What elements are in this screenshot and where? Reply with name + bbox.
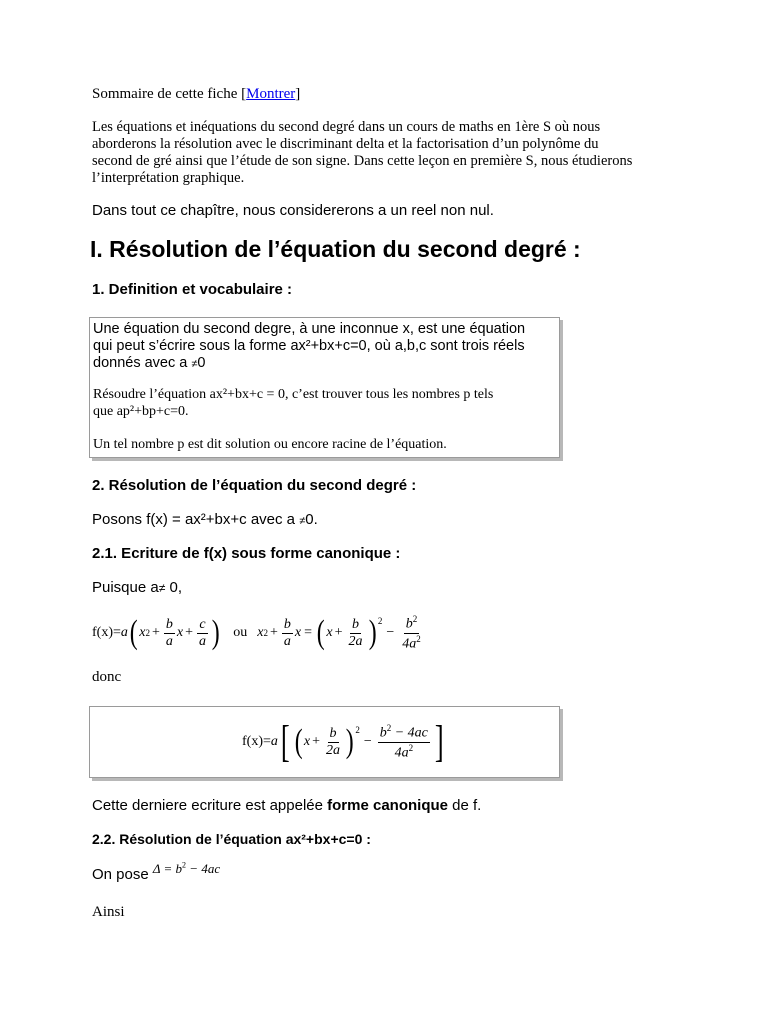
puisque-line (92, 579, 182, 596)
formula-symbol: 4a (402, 636, 417, 652)
definition-line: Résoudre l’équation ax²+bx+c = 0, c’est trouver tous les nombres p tels (93, 387, 494, 402)
formula-paren: ( (294, 723, 303, 760)
canonical-form-box (89, 706, 560, 778)
ainsi-text: Ainsi (92, 904, 125, 920)
formula-operator: + (270, 625, 278, 640)
formula-symbol: b (379, 725, 387, 741)
canonical-form-formula (242, 717, 447, 767)
definition-box (89, 317, 560, 458)
intro-line: second de gré ainsi que l’étude de son signe. Dans cette leçon en première S, nous étudierons (92, 153, 633, 169)
formula-fraction (400, 615, 423, 651)
formula-exponent: 2 (386, 722, 392, 733)
fraction-numerator: b (165, 616, 173, 632)
formula-symbol: x (294, 625, 302, 640)
definition-line (93, 355, 205, 371)
section-1-title: 1. Definition et vocabulaire : (92, 281, 293, 298)
assumption-text: Dans tout ce chapître, nous considererons a un reel non nul. (92, 202, 494, 219)
formula-exponent: 2 (145, 628, 150, 638)
formula-exponent: 2 (408, 742, 414, 753)
canonical-term: forme canonique (327, 797, 448, 814)
intro-line: aborderons la résolution avec le discriminant delta et la factorisation d’un polynôme du (92, 136, 599, 152)
fraction-numerator: b (283, 616, 291, 632)
summary-prefix: Sommaire de cette fiche [ (92, 86, 247, 102)
formula-paren: ( (129, 614, 138, 651)
intro-paragraph (92, 119, 692, 187)
formula-symbol: − 4ac (186, 861, 221, 876)
formula-operator: + (312, 734, 320, 749)
fraction-numerator: b (352, 616, 359, 632)
canonical-text: de f. (448, 797, 482, 814)
formula-exponent: 2 (416, 633, 421, 644)
fraction-denominator: a (198, 633, 206, 649)
formula-fraction (324, 727, 342, 758)
fraction-denominator: a (165, 633, 173, 649)
puisque-text: Puisque a (92, 579, 159, 596)
formula-exponent: 2 (377, 616, 383, 626)
formula-symbol: x (303, 734, 311, 749)
formula-symbol: − 4ac (391, 725, 428, 741)
formula-bracket: [ (280, 717, 290, 766)
formula-exponent: 2 (412, 613, 418, 624)
page-title: I. Résolution de l’équation du second degré : (90, 236, 581, 262)
summary-suffix: ] (295, 86, 301, 102)
summary-line (92, 86, 300, 103)
formula-operator: + (185, 625, 193, 640)
not-equal-symbol: ≠ (191, 358, 198, 370)
formula-symbol: Δ = b (152, 861, 183, 876)
definition-line: que ap²+bp+c=0. (93, 404, 189, 419)
formula-paren: ) (211, 614, 220, 651)
formula-fraction (282, 618, 293, 649)
formula-fraction (378, 724, 430, 760)
posons-text: Posons f(x) = ax²+bx+c avec a (92, 511, 300, 528)
on-pose-text: On pose (92, 866, 153, 883)
formula-operator: + (334, 625, 343, 640)
section-2-2-title: 2.2. Résolution de l’équation ax²+bx+c=0 : (92, 831, 371, 847)
fraction-denominator: 2a (326, 742, 340, 758)
fraction-denominator: a (283, 633, 291, 649)
formula-fraction (197, 618, 208, 649)
fraction-numerator (378, 724, 430, 743)
formula-operator: − (363, 734, 372, 749)
donc-text: donc (92, 669, 122, 685)
formula-symbol: a (120, 625, 128, 640)
formula-lhs: f(x)= (242, 734, 271, 749)
canonical-sentence (92, 797, 481, 814)
formula-symbol: x (139, 625, 146, 640)
on-pose-line (92, 860, 221, 884)
formula-symbol: a (270, 734, 278, 749)
section-2-1-title: 2.1. Ecriture de f(x) sous forme canonique : (92, 545, 401, 562)
show-summary-link[interactable]: Montrer (246, 86, 296, 102)
formula-ou: ou (233, 625, 248, 640)
canonical-derivation-formula (92, 610, 425, 656)
canonical-text: Cette derniere ecriture est appelée (92, 797, 328, 814)
intro-line: Les équations et inéquations du second degré dans un cours de maths en 1ère S où nous (92, 119, 601, 135)
not-equal-symbol: ≠ (299, 515, 306, 527)
formula-operator: − (386, 625, 395, 640)
puisque-text: 0, (165, 579, 182, 596)
formula-fraction (164, 618, 175, 649)
formula-symbol: x (176, 625, 184, 640)
definition-line: Un tel nombre p est dit solution ou encore racine de l’équation. (93, 437, 447, 452)
section-2-title: 2. Résolution de l’équation du second degré : (92, 477, 417, 494)
formula-paren: ) (345, 723, 354, 760)
definition-line: Une équation du second degre, à une inconnue x, est une équation (93, 321, 526, 337)
formula-symbol: x (257, 625, 264, 640)
formula-operator: = (304, 625, 313, 640)
formula-exponent: 2 (182, 860, 187, 870)
definition-text: donnés avec a (93, 355, 192, 371)
fraction-numerator: b (329, 725, 337, 741)
formula-symbol: 4a (394, 745, 409, 761)
formula-symbol: b (405, 616, 413, 632)
formula-fraction (347, 618, 365, 649)
fraction-denominator: 2a (348, 633, 363, 649)
definition-text: 0 (197, 355, 206, 371)
formula-exponent: 2 (355, 725, 360, 735)
formula-operator: + (151, 625, 160, 640)
fraction-denominator (393, 743, 416, 761)
formula-paren: ( (316, 614, 325, 651)
delta-formula (153, 861, 220, 876)
intro-line: l’interprétation graphique. (92, 170, 245, 186)
posons-text: 0. (305, 511, 318, 528)
not-equal-symbol: ≠ (158, 581, 166, 595)
fraction-denominator (400, 634, 423, 652)
formula-symbol: x (326, 625, 333, 640)
posons-line (92, 511, 318, 528)
definition-line: qui peut s’écrire sous la forme ax²+bx+c=0, où a,b,c sont trois réels (93, 338, 525, 354)
fraction-numerator (404, 615, 420, 634)
formula-exponent: 2 (263, 628, 269, 638)
formula-paren: ) (368, 614, 377, 651)
formula-bracket: ] (434, 717, 444, 766)
formula-lhs: f(x)= (92, 625, 121, 640)
fraction-numerator: c (199, 616, 206, 632)
